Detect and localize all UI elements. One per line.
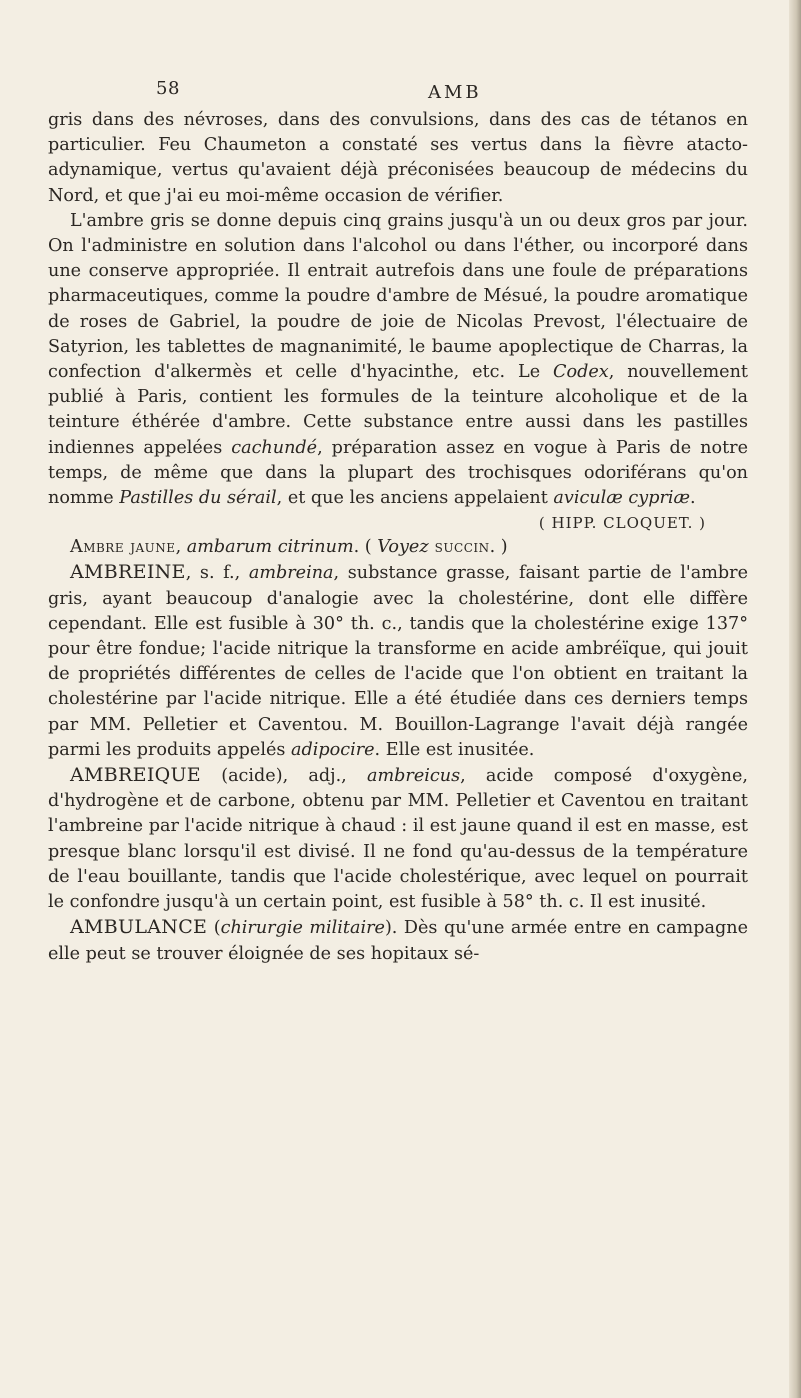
entry-text: ,	[175, 537, 187, 558]
italic-term: Pastilles du sérail	[119, 488, 277, 509]
entry-headword: AMBULANCE	[70, 916, 208, 939]
latin-term: ambreina	[248, 563, 334, 584]
paragraph-continuation	[48, 108, 748, 209]
paragraph-text: , préparation assez en vogue à Paris de notre temps, de même que dans la plupart des trochisques odoriférans qu'on nomme	[48, 437, 748, 509]
latin-term: ambreicus	[367, 766, 461, 787]
paragraph-text: gris dans des névroses, dans des convulsions, dans des cas de tétanos en particulier. Feu Chaumeton a constaté ses vertus dans la fièvre atacto-adynamique, vertus qu'avaient déjà préconisées beaucoup de médecins du Nord, et que j'ai eu moi-même occasion de vérifier.	[48, 110, 748, 206]
page-edge	[789, 0, 801, 1398]
entry-headword: Ambre jaune	[70, 537, 176, 558]
page-content	[48, 78, 748, 967]
paragraph-text: L'ambre gris se donne depuis cinq grains jusqu'à un ou deux gros par jour. On l'administre en solution dans l'alcohol ou dans l'éther, ou incorporé dans une conserve appropriée. Il entrait autrefois dans une foule de préparations pharmaceutiques, comme la poudre d'ambre de Mésué, la poudre aromatique de roses de Gabriel, la poudre de joie de Nicolas Prevost, l'électuaire de Satyrion, les tablettes de magnanimité, le baume apoplectique de Charras, la confection d'alkermès et celle d'hyacinthe, etc. Le	[48, 210, 748, 383]
cross-reference: succin	[428, 537, 490, 558]
entry-headword: AMBREIQUE	[70, 764, 201, 787]
entry-text: (acide), adj.,	[200, 766, 347, 787]
dictionary-entries	[48, 108, 748, 967]
entry-ambreique	[48, 763, 748, 915]
entry-text: , substance grasse, faisant partie de l'ambre gris, ayant beaucoup d'analogie avec la cholestérine, dont elle diffère cependant. Elle est fusible à 30° th. c., tandis que la cholestérine exige 137° pour être fondue; l'acide nitrique la transforme en acide ambréïque, qui jouit de propriétés différentes de celles de l'acide que l'on obtient en traitant la cholestérine par l'acide nitrique. Elle a été étudiée dans ces derniers temps par MM. Pelletier et Caventou. M. Bouillon-Lagrange l'avait déjà rangée parmi les produits appelés	[48, 563, 749, 760]
entry-headword: AMBREINE	[70, 561, 186, 584]
running-header: AMB	[428, 82, 482, 103]
italic-term: adipocire	[291, 739, 375, 760]
page-number: 58	[156, 78, 180, 99]
running-head	[48, 78, 748, 106]
paragraph-text: .	[690, 488, 696, 509]
entry-text: Dès qu'une armée entre en campagne elle peut se trouver éloignée de ses hopitaux sé-	[48, 918, 748, 964]
entry-ambreine	[48, 560, 748, 763]
paragraph-text: , nouvellement publié à Paris, contient les formules de la teinture alcoholique et de la teinture éthérée d'ambre. Cette substance entre aussi dans les pastilles indiennes appelées	[48, 362, 748, 458]
entry-ambre-jaune	[48, 535, 748, 560]
paragraph-text: , et que les anciens appelaient	[276, 488, 548, 509]
latin-term: chirurgie militaire	[220, 918, 385, 939]
entry-ambulance	[48, 915, 748, 966]
entry-text: ).	[384, 918, 398, 939]
italic-term: aviculæ cypriæ	[553, 488, 691, 509]
see-also-label: Voyez	[377, 537, 429, 558]
entry-text: . (	[353, 537, 378, 558]
entry-text: . )	[489, 537, 508, 558]
entry-text: . Elle est inusitée.	[374, 739, 535, 760]
italic-term: cachundé	[231, 437, 318, 458]
entry-text: (	[207, 918, 221, 939]
entry-text: , s. f.,	[185, 563, 241, 584]
latin-term: ambarum citrinum	[186, 537, 354, 558]
entry-text: , acide composé d'oxygène, d'hydrogène et de carbone, obtenu par MM. Pelletier et Caventou en traitant l'ambreine par l'acide nitrique à chaud : il est jaune quand il est en masse, est presque blanc lorsqu'il est divisé. Il ne fond qu'au-dessus de la température de l'eau bouillante, tandis que l'acide cholestérique, avec lequel on pourrait le confondre jusqu'à un certain point, est fusible à 58° th. c. Il est inusité.	[48, 766, 748, 913]
italic-term: Codex	[553, 362, 609, 383]
author-signature: ( HIPP. CLOQUET. )	[538, 514, 706, 533]
paragraph-ambre-gris-dosage	[48, 209, 748, 511]
